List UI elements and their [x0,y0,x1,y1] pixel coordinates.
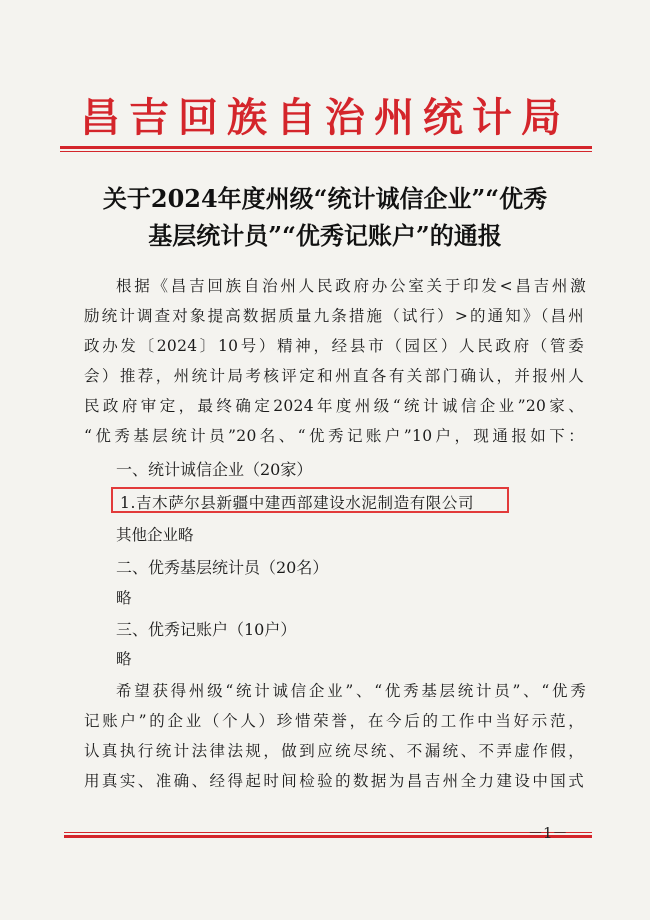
section-3-heading: 三、优秀记账户（10户） [116,620,297,639]
closing-line-1: 希望获得州级“统计诚信企业”、“优秀基层统计员”、“优秀 [116,682,586,700]
section-2-content: 略 [116,589,132,607]
section-1-item-1: 1.吉木萨尔县新疆中建西部建设水泥制造有限公司 [120,494,475,512]
section-1-other: 其他企业略 [116,526,194,544]
header-red-rule-thick [60,146,592,149]
intro-line-1: 根据《昌吉回族自治州人民政府办公室关于印发<昌吉州激 [116,277,586,295]
highlighted-company-box [111,487,509,513]
document-title-line-2: 基层统计员”“优秀记账户”的通报 [148,221,502,250]
section-1-heading: 一、统计诚信企业（20家） [116,460,313,479]
intro-line-4: 会）推荐，州统计局考核评定和州直各有关部门确认，并报州人 [84,367,584,385]
section-3-content: 略 [116,650,132,668]
issuing-organization: 昌吉回族自治州统计局 [80,94,570,141]
intro-line-3: 政办发〔2024〕10号）精神，经县市（园区）人民政府（管委 [84,337,584,355]
closing-line-2: 记账户”的企业（个人）珍惜荣誉，在今后的工作中当好示范， [84,712,584,730]
section-2-heading: 二、优秀基层统计员（20名） [116,558,329,577]
intro-line-5: 民政府审定，最终确定2024年度州级“统计诚信企业”20家、 [84,397,584,415]
intro-line-6: “优秀基层统计员”20名、“优秀记账户”10户，现通报如下： [84,427,584,445]
page-number: －1－ [528,824,568,842]
closing-line-4: 用真实、准确、经得起时间检验的数据为昌吉州全力建设中国式 [84,772,584,790]
document-title-line-1: 关于2024年度州级“统计诚信企业”“优秀 [102,184,548,213]
footer-red-rule-thin [64,832,592,833]
footer-red-rule-thick [64,835,592,838]
closing-line-3: 认真执行统计法律法规，做到应统尽统、不漏统、不弄虚作假， [84,742,584,760]
intro-line-2: 励统计调查对象提高数据质量九条措施（试行）>的通知》（昌州 [84,307,584,325]
header-red-rule-thin [60,151,592,152]
